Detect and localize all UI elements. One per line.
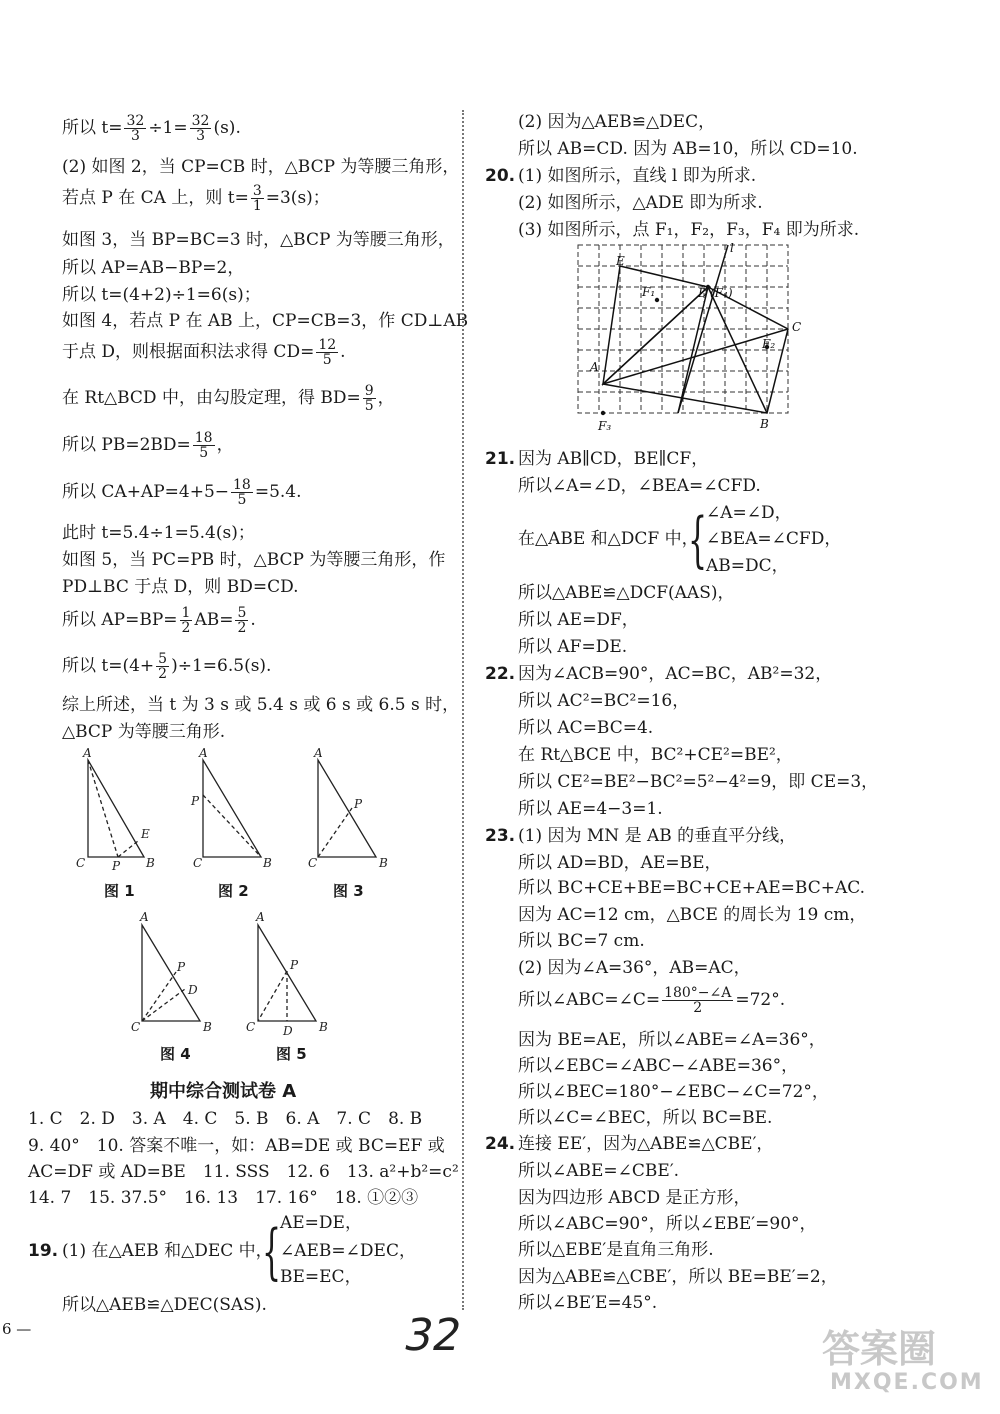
question-number: 22. xyxy=(485,664,516,684)
sol-line: PD⊥BC 于点 D，则 BD=CD. xyxy=(62,577,299,597)
grid-label: D xyxy=(698,286,708,300)
sol-line: 所以 AD=BD，AE=BE， xyxy=(518,853,722,873)
fig-label: B xyxy=(146,856,155,870)
sol-line: 所以∠ABC=90°，所以∠EBE′=90°， xyxy=(518,1214,817,1234)
sol-line: (2) 因为∠A=36°，AB=AC， xyxy=(518,958,751,978)
sol-line: ∠A=∠D， xyxy=(706,503,792,523)
grid-label: A xyxy=(590,360,599,374)
sol-line: 所以∠C=∠BEC，所以 BC=BE. xyxy=(518,1108,773,1128)
sol-line: 在 Rt△BCE 中，BC²+CE²=BE²， xyxy=(518,745,793,765)
answer-row: AC=DF 或 AD=BE 11. SSS 12. 6 13. a²+b²=c² xyxy=(28,1162,459,1182)
fig-label: A xyxy=(83,746,92,760)
fig-label: A xyxy=(199,746,208,760)
sol-line: (2) 如图 2，当 CP=CB 时，△BCP 为等腰三角形， xyxy=(62,157,460,177)
sol-line: 所以 t= $\frac{32}{3}$ ÷1= $\frac{32}{3}$ (s). xyxy=(62,113,241,144)
sol-line: 所以 AC=BC=4. xyxy=(518,718,654,738)
sol-line: 因为△ABE≌△CBE′，所以 BE=BE′=2， xyxy=(518,1267,838,1287)
sol-line: (2) 如图所示，△ADE 即为所求. xyxy=(518,193,763,213)
sol-line: 如图 5，当 PC=PB 时，△BCP 为等腰三角形，作 xyxy=(62,550,446,570)
figure-caption: 图 3 xyxy=(333,882,364,900)
question-number: 20. xyxy=(485,166,516,186)
sol-line: 因为 BE=AE，所以∠ABE=∠A=36°， xyxy=(518,1030,826,1050)
grid-label: l xyxy=(730,241,734,255)
sol-line: 所以 t=(4+ $\frac{5}{2}$ )÷1=6.5(s). xyxy=(62,651,272,682)
fig-label: B xyxy=(263,856,272,870)
sol-line: 因为 AC=12 cm，△BCE 的周长为 19 cm， xyxy=(518,905,867,925)
fig-label: D xyxy=(283,1024,293,1038)
sol-line: 所以 BC=7 cm. xyxy=(518,931,645,951)
fig-label: P xyxy=(191,794,200,808)
sol-line: 综上所述，当 t 为 3 s 或 5.4 s 或 6 s 或 6.5 s 时， xyxy=(62,695,460,715)
sol-line: 所以∠A=∠D，∠BEA=∠CFD. xyxy=(518,476,761,496)
fig-label: B xyxy=(319,1020,328,1034)
page-number: 6 — xyxy=(2,1320,32,1338)
grid-label: B xyxy=(760,417,769,431)
fig-label: P xyxy=(177,960,186,974)
sol-line: 若点 P 在 CA 上，则 t= $\frac{3}{1}$ =3(s)； xyxy=(62,183,330,214)
fig-label: B xyxy=(203,1020,212,1034)
sol-line: 所以△AEB≌△DEC(SAS). xyxy=(62,1295,267,1315)
sol-line: 此时 t=5.4÷1=5.4(s)； xyxy=(62,523,255,543)
sol-line: ∠AEB=∠DEC， xyxy=(280,1241,416,1261)
sol-line: 所以 BC+CE+BE=BC+CE+AE=BC+AC. xyxy=(518,878,866,898)
fig-label: D xyxy=(188,983,198,997)
sol-line: △BCP 为等腰三角形. xyxy=(62,722,226,742)
grid-label: F₂ xyxy=(762,337,776,351)
sol-line: 所以 CA+AP=4+5− $\frac{18}{5}$ =5.4. xyxy=(62,477,302,508)
fig-label: A xyxy=(314,746,323,760)
figure-caption: 图 2 xyxy=(218,882,249,900)
handwritten-number: 32 xyxy=(399,1310,467,1361)
fig-label: B xyxy=(379,856,388,870)
sol-line: 所以∠ABE=∠CBE′. xyxy=(518,1161,680,1181)
answer-row: 1. C 2. D 3. A 4. C 5. B 6. A 7. C 8. B xyxy=(28,1109,423,1129)
grid-label: F₁ xyxy=(642,285,656,299)
sol-line: 所以 t=(4+2)÷1=6(s)； xyxy=(62,285,261,305)
section-title: 期中综合测试卷 A xyxy=(150,1081,297,1102)
watermark-logo: 答案圈 xyxy=(822,1327,937,1371)
column-divider xyxy=(462,110,464,1310)
sol-line: 所以∠BEC=180°−∠EBC−∠C=72°， xyxy=(518,1082,829,1102)
sol-line: (1) 在△AEB 和△DEC 中， xyxy=(62,1241,273,1261)
sol-line: 所以 AE=DF， xyxy=(518,610,639,630)
sol-line: 所以 AB=CD. 因为 AB=10，所以 CD=10. xyxy=(518,139,858,159)
question-number: 24. xyxy=(485,1134,516,1154)
question-number: 19. xyxy=(28,1241,59,1261)
figure-caption: 图 5 xyxy=(276,1045,307,1063)
sol-line: 所以 AP=AB−BP=2， xyxy=(62,258,245,278)
sol-line: (2) 因为△AEB≌△DEC， xyxy=(518,112,716,132)
sol-line: 所以△ABE≌△DCF(AAS)， xyxy=(518,583,735,603)
sol-line: AE=DE， xyxy=(280,1213,362,1233)
grid-label: C xyxy=(792,320,802,334)
brace: { xyxy=(688,505,708,575)
sol-line: 在 Rt△BCD 中，由勾股定理，得 BD= $\frac{9}{5}$ ， xyxy=(62,383,395,414)
grid-construction-figure xyxy=(570,238,810,438)
figure-caption: 图 4 xyxy=(160,1045,191,1063)
sol-line: 如图 4，若点 P 在 AB 上，CP=CB=3，作 CD⊥AB xyxy=(62,311,469,331)
grid-label: E xyxy=(616,254,625,268)
sol-line: 所以 AC²=BC²=16， xyxy=(518,691,690,711)
sol-line: 所以 PB=2BD= $\frac{18}{5}$ ， xyxy=(62,430,234,461)
brace: { xyxy=(262,1217,282,1287)
sol-line: ∠BEA=∠CFD， xyxy=(706,529,842,549)
sol-line: 所以 CE²=BE²−BC²=5²−4²=9，即 CE=3， xyxy=(518,772,879,792)
sol-line: (1) 如图所示，直线 l 即为所求. xyxy=(518,166,757,186)
answer-row: 14. 7 15. 37.5° 16. 13 17. 16° 18. ①②③ xyxy=(28,1188,419,1208)
sol-line: (1) 因为 MN 是 AB 的垂直平分线， xyxy=(518,826,797,846)
sol-line: 所以 AF=DE. xyxy=(518,637,628,657)
grid-label: (F₄) xyxy=(710,286,733,300)
fig-label: A xyxy=(256,910,265,924)
fig-label: C xyxy=(131,1020,141,1034)
sol-line: 因为∠ACB=90°，AC=BC，AB²=32， xyxy=(518,664,833,684)
fig-label: C xyxy=(76,856,86,870)
fig-label: A xyxy=(140,910,149,924)
fig-label: P xyxy=(290,958,299,972)
sol-line: 所以∠ABC=∠C= $\frac{180^\circ-\angle A}{2}$ =72°. xyxy=(518,985,786,1016)
watermark-url: MXQE.COM xyxy=(830,1370,984,1395)
answer-row: 9. 40° 10. 答案不唯一，如：AB=DE 或 BC=EF 或 xyxy=(28,1136,445,1156)
sol-line: 所以∠EBC=∠ABC−∠ABE=36°， xyxy=(518,1056,799,1076)
fig-label: P xyxy=(112,859,121,873)
sol-line: 所以∠BE′E=45°. xyxy=(518,1293,658,1313)
sol-line: 所以△EBE′是直角三角形. xyxy=(518,1240,714,1260)
fig-label: C xyxy=(308,856,318,870)
sol-line: BE=EC， xyxy=(280,1267,362,1287)
question-number: 21. xyxy=(485,449,516,469)
sol-line: 如图 3，当 BP=BC=3 时，△BCP 为等腰三角形， xyxy=(62,230,455,250)
sol-line: 在△ABE 和△DCF 中， xyxy=(518,529,699,549)
question-number: 23. xyxy=(485,826,516,846)
figure-caption: 图 1 xyxy=(104,882,135,900)
fig-label: E xyxy=(141,827,150,841)
sol-line: AB=DC， xyxy=(706,556,789,576)
sol-line: 于点 D，则根据面积法求得 CD= $\frac{12}{5}$ . xyxy=(62,337,346,368)
triangle-figures xyxy=(60,745,400,1065)
sol-line: 因为 AB∥CD，BE∥CF， xyxy=(518,449,709,469)
fig-label: C xyxy=(246,1020,256,1034)
fig-label: C xyxy=(193,856,203,870)
sol-line: 连接 EE′，因为△ABE≌△CBE′， xyxy=(518,1134,774,1154)
sol-line: 所以 AP=BP= $\frac{1}{2}$ AB= $\frac{5}{2}$ . xyxy=(62,605,256,636)
fig-label: P xyxy=(354,797,363,811)
grid-label: F₃ xyxy=(598,419,612,433)
sol-line: 因为四边形 ABCD 是正方形， xyxy=(518,1188,751,1208)
sol-line: 所以 AE=4−3=1. xyxy=(518,799,663,819)
sol-line: (3) 如图所示，点 F₁，F₂，F₃，F₄ 即为所求. xyxy=(518,220,860,240)
